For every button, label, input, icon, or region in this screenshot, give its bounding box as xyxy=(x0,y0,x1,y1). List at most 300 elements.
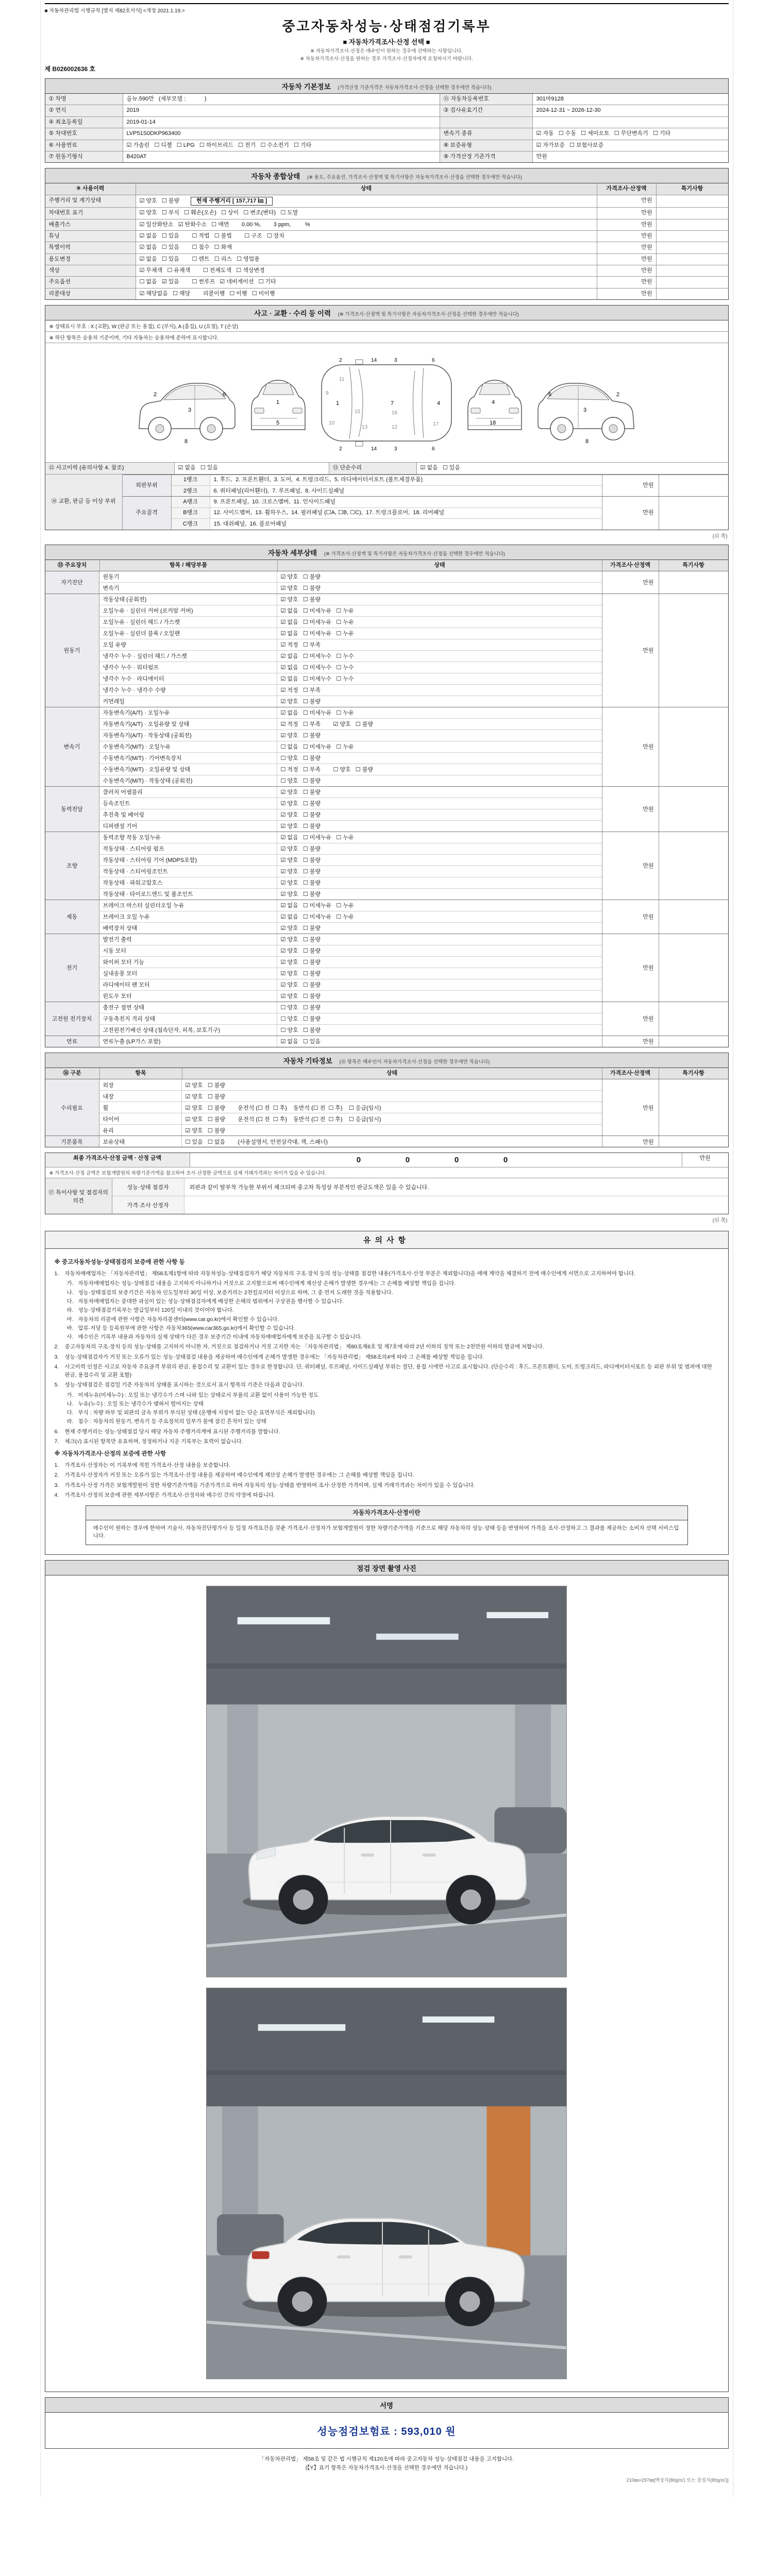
device-status: ☑ 양호 ☐ 불량 xyxy=(280,925,321,932)
page-title: 중고자동차성능·상태점검기록부 xyxy=(282,19,491,34)
rank-label: 2랭크 xyxy=(172,486,210,496)
svg-text:6: 6 xyxy=(223,392,226,398)
panel-group-name: 주요골격 xyxy=(123,497,172,529)
remarks-cell xyxy=(659,594,728,707)
notice-item-block xyxy=(55,1363,719,1380)
notice-item xyxy=(55,1269,719,1278)
price-cell: 만원 xyxy=(602,594,659,707)
remarks-cell xyxy=(656,208,728,218)
panel-damage-groups xyxy=(123,474,728,530)
remarks-cell xyxy=(656,254,728,265)
price-cell: 만원 xyxy=(602,707,659,786)
usage-item-status xyxy=(136,231,597,242)
field-value: 2019-01-14 xyxy=(123,117,440,128)
rank-row xyxy=(172,485,602,496)
opinion-row xyxy=(112,1196,728,1214)
device-row xyxy=(99,718,602,730)
device-row xyxy=(99,968,602,979)
remarks-cell xyxy=(656,219,728,230)
car-damage-diagram-wrap xyxy=(45,343,728,462)
etc-row xyxy=(99,1079,602,1090)
svg-text:2: 2 xyxy=(154,392,157,398)
etc-item: 내장 xyxy=(99,1091,182,1101)
price-cell: 만원 xyxy=(602,475,659,497)
price-cell: 만원 xyxy=(602,497,659,529)
overall-header-row xyxy=(45,183,728,194)
device-row xyxy=(99,582,602,594)
device-row xyxy=(99,752,602,764)
device-item: 수동변속기(M/T) · 작동상태 (공회전) xyxy=(99,775,277,786)
notice-body xyxy=(45,1249,728,1554)
device-item: 수동변속기(M/T) · 오일누유 xyxy=(99,741,277,752)
notice-item-text: 사고이력 인정은 사고로 자동차 주요골격 부위의 판금, 용접수리 및 교환이 있는 경우로 한정합니다. 단, 쿼터패널, 루프패널, 사이드실패널 부위는 절단, 용접 시에만 사고로 표시합니다. (단순수리 : 후드, 프론트휀더, 도어, 트렁크리드, 라디에이터서포트 등 외판 부위 및 범퍼에 대한 판금, 용접수리 및 교환 포함) xyxy=(64,1363,712,1379)
price-cell: 만원 xyxy=(602,571,659,594)
device-row xyxy=(99,673,602,684)
device-status: ☑ 적정 ☐ 부족 xyxy=(280,642,321,649)
notice-subitem xyxy=(67,1315,719,1324)
device-item: 디퍼렌셜 기어 xyxy=(99,821,277,832)
notice-subitem xyxy=(67,1391,719,1399)
price-cell: 만원 xyxy=(597,195,656,207)
notice-subitem xyxy=(67,1306,719,1314)
notice-section-heading: ※ 자동차가격조사·산정의 보증에 관한 사항 xyxy=(54,1451,166,1458)
device-item: 동력조향 작동 오일누유 xyxy=(99,832,277,843)
col-header-item: 항목 / 해당부품 xyxy=(99,560,277,571)
page-subtitle: ■ 자동차가격조사·산정 선택 ■ xyxy=(343,38,430,46)
device-item: 자동변속기(A/T) · 오일유량 및 상태 xyxy=(99,719,277,730)
svg-text:17: 17 xyxy=(433,421,439,428)
opinion-author: 성능·상태 점검자 xyxy=(112,1178,184,1196)
page-marker: (뒤 쪽) xyxy=(712,1218,728,1224)
device-group-rows xyxy=(99,1002,602,1036)
device-row xyxy=(99,730,602,741)
device-row xyxy=(99,628,602,639)
etc-group xyxy=(45,1136,728,1147)
price-cell: 만원 xyxy=(597,289,656,299)
device-row xyxy=(99,639,602,650)
status-checkboxes: ☑ 없음 ☐ 있음 ☐ 적법 ☐ 불법 ☐ 구조 ☐ 장치 xyxy=(139,232,284,239)
rank-label: 1랭크 xyxy=(172,475,210,485)
device-status: ☑ 양호 ☐ 불량 xyxy=(280,982,321,989)
device-row xyxy=(99,922,602,934)
basic-info-row xyxy=(45,128,728,139)
remarks-cell xyxy=(659,497,728,529)
device-row xyxy=(99,809,602,820)
panel-group xyxy=(123,474,728,497)
etc-row xyxy=(99,1101,602,1113)
notice-item-block xyxy=(55,1471,719,1479)
device-row xyxy=(99,1002,602,1013)
basic-info-row xyxy=(45,140,728,151)
col-header-remarks: 특기사항 xyxy=(656,183,728,194)
etc-group-name: 기본품목 xyxy=(45,1136,99,1147)
final-price-unit: 만원 xyxy=(682,1153,728,1167)
col-header-price: 가격조사·산정액 xyxy=(602,560,659,571)
overall-row xyxy=(45,195,728,207)
notice-item-text: 가격조사·산정자는 이 기록부에 적힌 가격조사·산정 내용을 보증합니다. xyxy=(64,1462,231,1469)
device-row xyxy=(99,990,602,1002)
notice-item-text: 현재 주행거리는 성능·상태점검 당시 해당 자동차 주행거리계에 표시된 주행거리를 말합니다. xyxy=(64,1428,280,1435)
field-label: ⑪ 자동차등록번호 xyxy=(440,94,532,105)
usage-item-status xyxy=(136,277,597,287)
device-status: ☑ 양호 ☐ 불량 xyxy=(280,597,321,603)
svg-text:16: 16 xyxy=(392,410,398,416)
section-overall-condition xyxy=(45,168,729,300)
remarks-cell xyxy=(656,242,728,253)
device-group xyxy=(45,934,728,1002)
device-item: 발전기 출력 xyxy=(99,934,277,945)
notice-subitem-number: 나. xyxy=(66,1400,74,1407)
rank-label: C랭크 xyxy=(172,519,210,529)
etc-group-name: 수리필요 xyxy=(45,1079,99,1136)
device-status: ☑ 양호 ☐ 불량 xyxy=(280,857,321,864)
final-price-row xyxy=(45,1153,728,1167)
price-evaluation-box-title: 자동차가격조사·산정이란 xyxy=(86,1506,687,1520)
photo-list xyxy=(45,1575,728,2392)
device-status: ☐ 양호 ☐ 불량 xyxy=(280,1027,321,1034)
etc-status: ☑ 양호 ☐ 불량 운전석 (☐ 전 ☐ 후) 동반석 (☐ 전 ☐ 후) ☐ 응급(임시) xyxy=(185,1105,381,1111)
price-cell: 만원 xyxy=(597,265,656,276)
svg-text:3: 3 xyxy=(188,407,192,414)
etc-title-text: 자동차 기타정보 xyxy=(283,1057,332,1065)
overall-row xyxy=(45,276,728,287)
price-evaluation-info-box xyxy=(86,1505,688,1545)
usage-item-status xyxy=(136,242,597,253)
rank-parts: 15. 대쉬패널, 16. 플로어패널 xyxy=(213,520,287,527)
etc-item: 휠 xyxy=(99,1102,182,1113)
remarks-cell xyxy=(659,934,728,1002)
field-label: ③ 검사유효기간 xyxy=(440,105,532,116)
status-checkboxes: ☐ 없음 ☑ 있음 ☐ 썬루프 ☑ 네비게이션 ☐ 기타 xyxy=(139,279,276,285)
field-value: 2024-12-31 ~ 2026-12-30 xyxy=(532,105,728,116)
etc-status: ☑ 양호 ☐ 불량 운전석 (☐ 전 ☐ 후) 동반석 (☐ 전 ☐ 후) ☐ 응급(임시) xyxy=(185,1116,381,1123)
final-price-note: ※ 가격조사·산정 금액은 보험개발원의 차량기준가액을 참고하여 조사·산정한 금액으로 실제 거래가격과는 차이가 있을 수 있습니다. xyxy=(45,1167,728,1178)
price-cell: 만원 xyxy=(597,231,656,242)
section-etc-title xyxy=(45,1053,728,1068)
usage-item-label: 차대번호 표기 xyxy=(45,208,136,218)
section-notice xyxy=(45,1231,729,1555)
device-status: ☑ 양호 ☐ 불량 xyxy=(280,869,321,875)
notice-subitem-number: 사. xyxy=(66,1334,74,1341)
etc-row xyxy=(99,1090,602,1101)
notice-item-text: 중고자동차의 구조·장치 등의 성능·상태를 고지하지 아니한 자, 거짓으로 점검하거나 거짓 고지한 자는 「자동차관리법」 제80조제6호 및 제7호에 따라 2년 이하의 징역 또는 2천만원 이하의 벌금에 처합니다. xyxy=(64,1344,544,1350)
device-row xyxy=(99,594,602,605)
remarks-cell xyxy=(659,1002,728,1036)
device-status: ☑ 양호 ☐ 불량 xyxy=(280,585,321,592)
status-checkboxes: ☑ 없음 ☐ 있음 ☐ 렌트 ☐ 리스 ☐ 영업용 xyxy=(139,256,260,262)
device-status: ☐ 없음 ☐ 미세누유 ☐ 누유 xyxy=(280,744,354,751)
notice-item-block xyxy=(55,1381,719,1426)
device-item: 윈도우 모터 xyxy=(99,991,277,1002)
remarks-cell xyxy=(656,277,728,287)
rank-row xyxy=(172,497,602,507)
remarks-cell xyxy=(659,475,728,497)
device-item: 원동기 xyxy=(99,571,277,582)
notice-item-text: 자동차매매업자는 「자동차관리법」 제58조제1항에 따라 자동차성능·상태점검자가 해당 자동차의 구조·장치 등의 성능·상태를 점검한 내용(가격조사·산정 부분은 제외합니다)을 매매 계약을 체결하기 전에 매수인에게 서면으로 고지하여야 합니다. xyxy=(64,1270,636,1277)
notice-item xyxy=(55,1343,719,1351)
device-row xyxy=(99,1013,602,1024)
section-detail-condition xyxy=(45,545,729,1047)
col-header-device: ⑮ 주요장치 xyxy=(45,560,99,571)
usage-item-label: 주행거리 및 계기상태 xyxy=(45,195,136,207)
overall-row xyxy=(45,253,728,265)
col-header-price: 가격조사·산정액 xyxy=(602,1068,659,1079)
svg-text:14: 14 xyxy=(371,446,377,452)
notice-subitem xyxy=(67,1417,719,1426)
device-item: 클러치 어셈블리 xyxy=(99,787,277,798)
status-checkboxes: ☑ 일산화탄소 ☑ 탄화수소 ☐ 매연 0.00 %, 3 ppm, % xyxy=(139,221,310,228)
svg-text:18: 18 xyxy=(490,420,496,427)
svg-text:6: 6 xyxy=(548,392,552,398)
field-value: 만원 xyxy=(532,151,728,162)
overall-row xyxy=(45,288,728,299)
device-status: ☑ 양호 ☐ 불량 xyxy=(280,812,321,819)
passenger-car-note: ※ 하단 항목은 승용차 기준이며, 기타 자동차는 승용차에 준하여 표시합니다. xyxy=(45,331,728,343)
status-checkboxes: ☑ 양호 ☐ 불량 xyxy=(139,197,180,204)
section-accident-history xyxy=(45,305,729,530)
notice-item xyxy=(55,1471,719,1479)
field-value: 2019 xyxy=(123,105,440,116)
device-group-name: 제동 xyxy=(45,900,99,934)
notice-section-heading: ※ 중고자동차성능·상태점검의 보증에 관한 사항 등 xyxy=(54,1259,185,1266)
etc-row xyxy=(99,1124,602,1136)
section-etc-info xyxy=(45,1053,729,1147)
device-group-rows xyxy=(99,594,602,707)
usage-item-status xyxy=(136,254,597,265)
device-row xyxy=(99,900,602,911)
field-label: ① 차명 xyxy=(45,94,123,105)
notice-subitem-text: 누유(누수) : 오일 또는 냉각수가 맺혀서 떨어지는 상태 xyxy=(78,1400,204,1407)
notice-section xyxy=(55,1450,719,1499)
accident-history-value: ☑ 없음 ☐ 있음 xyxy=(174,463,329,473)
device-row xyxy=(99,662,602,673)
device-status: ☑ 적정 ☐ 부족 xyxy=(280,687,321,694)
notice-item xyxy=(55,1381,719,1389)
svg-text:2: 2 xyxy=(339,446,342,452)
device-status: ☑ 없음 ☐ 미세누수 ☐ 누수 xyxy=(280,665,354,671)
device-group-rows xyxy=(99,707,602,786)
detail-title-note: (※ 가격조사·산정액 및 특기사항은 자동차가격조사·산정을 선택한 경우에만 적습니다) xyxy=(324,551,505,557)
device-item: 오일 유량 xyxy=(99,639,277,650)
legal-footer xyxy=(45,2455,729,2472)
etc-status: ☐ 있음 ☐ 없음 (사용설명서, 안전삼각대, 잭, 스패너) xyxy=(185,1139,328,1145)
field-label: ④ 최초등록일 xyxy=(45,117,123,128)
notice-subitem-text: 매수인은 기록부 내용과 자동차의 실제 상태가 다른 경우 보증기간 이내에 자동차매매업자에게 보증을 요구할 수 있습니다. xyxy=(78,1334,362,1341)
device-row xyxy=(99,616,602,628)
panel-group-rows xyxy=(172,497,602,529)
device-status: ☑ 없음 ☐ 있음 xyxy=(280,1039,321,1045)
etc-status: ☑ 양호 ☐ 불량 xyxy=(185,1127,226,1134)
device-status: ☑ 없음 ☐ 미세누수 ☐ 누수 xyxy=(280,653,354,660)
field-value: LVP51S0DKP963400 xyxy=(123,128,440,139)
device-row xyxy=(99,684,602,696)
price-cell: 만원 xyxy=(602,1036,659,1047)
svg-text:3: 3 xyxy=(583,407,587,414)
col-header-status: 상태 xyxy=(136,183,597,194)
section-inspection-photos xyxy=(45,1560,729,2392)
device-item: 배력장치 상태 xyxy=(99,923,277,934)
etc-status: ☑ 양호 ☐ 불량 xyxy=(185,1093,226,1100)
device-status: ☑ 양호 ☐ 불량 xyxy=(280,993,321,1000)
notice-subitem-number: 나. xyxy=(66,1289,74,1296)
remarks-cell xyxy=(659,787,728,832)
device-group-name: 연료 xyxy=(45,1036,99,1047)
device-group-rows xyxy=(99,934,602,1002)
device-group xyxy=(45,594,728,707)
paper-spec: 210㎜×297㎜[백상지(80g/㎡) 또는 중질지(80g/㎡)] xyxy=(626,2477,729,2483)
notice-item xyxy=(55,1481,719,1489)
notice-item-block xyxy=(55,1491,719,1499)
usage-item-label: 특별이력 xyxy=(45,242,136,253)
device-row xyxy=(99,866,602,877)
field-label xyxy=(440,117,532,128)
etc-item: 타이어 xyxy=(99,1113,182,1124)
svg-text:2: 2 xyxy=(339,358,342,364)
overall-row xyxy=(45,219,728,230)
device-item: 수동변속기(M/T) · 기어변속장치 xyxy=(99,753,277,764)
notice-subitem-text: 자동차매매업자는 성능·상태점검 내용을 고지하지 아니하거나 거짓으로 고지함으로써 매수인에게 재산상 손해가 발생한 경우에는 그 손해를 배상할 책임을 집니다. xyxy=(78,1280,456,1287)
etc-item: 외장 xyxy=(99,1079,182,1090)
field-value: ☑ 자가보증 ☐ 보험사보증 xyxy=(532,140,728,151)
device-group-name: 전기 xyxy=(45,934,99,1002)
notice-item-block xyxy=(55,1353,719,1361)
device-item: 브레이크 마스터 실린더오일 누유 xyxy=(99,900,277,911)
remarks-cell xyxy=(659,832,728,900)
remarks-cell xyxy=(656,231,728,242)
overall-row xyxy=(45,242,728,253)
fee-value: 593,010 원 xyxy=(401,2426,456,2438)
usage-item-label: 주요옵션 xyxy=(45,277,136,287)
notice-item-number: 7. xyxy=(54,1438,59,1445)
device-status: ☑ 없음 ☐ 미세누유 ☐ 누유 xyxy=(280,903,354,909)
device-status: ☑ 없음 ☐ 미세누유 ☐ 누유 xyxy=(280,619,354,626)
col-header-remarks: 특기사항 xyxy=(659,1068,728,1079)
device-status: ☑ 양호 ☐ 불량 xyxy=(280,880,321,887)
notice-item-block xyxy=(55,1428,719,1436)
notice-item-number: 3. xyxy=(54,1353,59,1360)
device-item: 작동상태 · 타이로드엔드 및 볼조인트 xyxy=(99,889,277,900)
remarks-cell xyxy=(659,571,728,594)
notice-item xyxy=(55,1437,719,1446)
fee-label: 성능점검보험료 : xyxy=(317,2426,398,2438)
svg-text:15: 15 xyxy=(355,409,361,415)
remarks-cell xyxy=(659,1036,728,1047)
accident-history-row xyxy=(45,462,728,473)
device-status: ☐ 적정 ☐ 부족 ☐ 양호 ☐ 불량 xyxy=(280,767,373,773)
overall-title-note: (※ 용도, 주요옵션, 가격조사·산정액 및 특기사항은 자동차가격조사·산정을 선택한 경우에만 적습니다) xyxy=(307,175,522,181)
device-group-name: 고전원 전기장치 xyxy=(45,1002,99,1036)
svg-text:10: 10 xyxy=(329,420,335,427)
device-row xyxy=(99,911,602,922)
rank-parts: 12. 사이드멤버, 13. 휠하우스, 14. 필러패널 (☐A, ☐B, ☐C), 17. 트렁크플로어, 18. 리어패널 xyxy=(213,510,445,516)
svg-text:4: 4 xyxy=(437,400,441,407)
notice-subitem-number: 다. xyxy=(66,1298,74,1304)
device-status: ☑ 양호 ☐ 불량 xyxy=(280,971,321,977)
section-basic-title xyxy=(45,79,728,94)
footer-line-2: (【Y】표기 항목은 자동차가격조사·산정을 선택한 경우에만 적습니다.) xyxy=(305,2465,468,2471)
device-item: 작동상태 · 파워고압호스 xyxy=(99,877,277,888)
device-row xyxy=(99,775,602,786)
device-row xyxy=(99,707,602,718)
overall-row xyxy=(45,230,728,242)
price-cell: 만원 xyxy=(597,242,656,253)
device-status: ☑ 양호 ☐ 불량 xyxy=(280,937,321,943)
etc-item: 보유상태 xyxy=(99,1136,182,1147)
device-row xyxy=(99,934,602,945)
svg-text:6: 6 xyxy=(432,358,435,364)
opinion-author: 가격·조사 산정자 xyxy=(112,1196,184,1214)
device-group-rows xyxy=(99,787,602,832)
status-checkboxes: ☑ 없음 ☐ 있음 ☐ 침수 ☐ 화재 xyxy=(139,244,232,251)
field-label: ⑨ 가격산정 기준가격 xyxy=(440,151,532,162)
device-group-rows xyxy=(99,1036,602,1047)
device-row xyxy=(99,741,602,752)
overall-row xyxy=(45,207,728,218)
final-price-digits: 0 0 0 0 xyxy=(190,1153,682,1167)
device-status: ☑ 없음 ☐ 미세누유 ☐ 누유 xyxy=(280,914,354,921)
notice-subitem-text: 자동차의 리콜에 관한 사항은 자동차리콜센터(www.car.go.kr)에서 확인할 수 있습니다. xyxy=(78,1316,279,1323)
notice-item xyxy=(55,1353,719,1361)
notice-subitem xyxy=(67,1289,719,1297)
field-value: B420AT xyxy=(123,151,440,162)
accident-title-text: 사고 · 교환 · 수리 등 이력 xyxy=(254,310,331,318)
device-row xyxy=(99,843,602,854)
device-item: 오일누유 · 실린더 블록 / 오일팬 xyxy=(99,628,277,639)
device-group-rows xyxy=(99,571,602,594)
opinion-text: 외판과 같이 탈부착 가능한 부위서 체크되며 중고차 특성상 부분적인 판금도색은 있을 수 있습니다. xyxy=(189,1184,429,1191)
svg-text:11: 11 xyxy=(339,377,345,383)
remarks-cell xyxy=(656,195,728,207)
device-item: 라디에이터 팬 모터 xyxy=(99,979,277,990)
svg-text:1: 1 xyxy=(276,399,280,406)
notice-subitem-text: 부식 : 차량 하부 및 외판의 금속 부위가 부식된 상태 (운행에 지장이 없는 단순 표면부식은 제외합니다) xyxy=(78,1410,315,1416)
field-label: ⑥ 사용연료 xyxy=(45,140,123,151)
device-row xyxy=(99,1024,602,1036)
notice-item-number: 2. xyxy=(54,1472,59,1479)
svg-text:4: 4 xyxy=(492,399,495,406)
device-status: ☑ 양호 ☐ 불량 xyxy=(280,891,321,898)
car-damage-diagram xyxy=(134,347,639,458)
price-cell: 만원 xyxy=(602,934,659,1002)
device-group-name: 동력전달 xyxy=(45,787,99,832)
notice-item-text: 가격조사·산정의 보증에 관한 세부사항은 가격조사·산정자와 매수인 간의 약정에 따릅니다. xyxy=(64,1492,276,1498)
device-status: ☐ 양호 ☐ 불량 xyxy=(280,778,321,785)
svg-text:6: 6 xyxy=(432,446,435,452)
opinion-rows xyxy=(112,1178,728,1214)
top-rule xyxy=(45,3,729,4)
device-item: 작동상태 · 스티어링 펌프 xyxy=(99,843,277,854)
device-status: ☑ 없음 ☐ 미세누유 ☐ 누유 xyxy=(280,710,354,717)
notice-item-block xyxy=(55,1437,719,1446)
price-cell: 만원 xyxy=(602,787,659,832)
etc-status: ☑ 양호 ☐ 불량 xyxy=(185,1082,226,1089)
notice-item-number: 3. xyxy=(54,1482,59,1488)
device-group-name: 변속기 xyxy=(45,707,99,786)
svg-text:14: 14 xyxy=(371,358,377,364)
inspector-opinion-block xyxy=(45,1178,728,1214)
etc-group xyxy=(45,1079,728,1136)
notice-item-text: 체크(√) 표시된 항목만 유효하며, 정정하거나 지운 기록부는 효력이 없습니다. xyxy=(64,1438,243,1445)
notice-item-block xyxy=(55,1481,719,1489)
field-label: 변속기 종류 xyxy=(440,128,532,139)
notice-subitem-number: 가. xyxy=(66,1392,74,1398)
basic-info-row xyxy=(45,105,728,116)
basic-title-text: 자동차 기본정보 xyxy=(281,83,331,91)
device-group-name: 자기진단 xyxy=(45,571,99,594)
price-cell: 만원 xyxy=(602,900,659,934)
overall-row xyxy=(45,265,728,276)
rank-parts: 9. 프론트패널, 10. 크로스멤버, 11. 인사이드패널 xyxy=(213,498,335,505)
